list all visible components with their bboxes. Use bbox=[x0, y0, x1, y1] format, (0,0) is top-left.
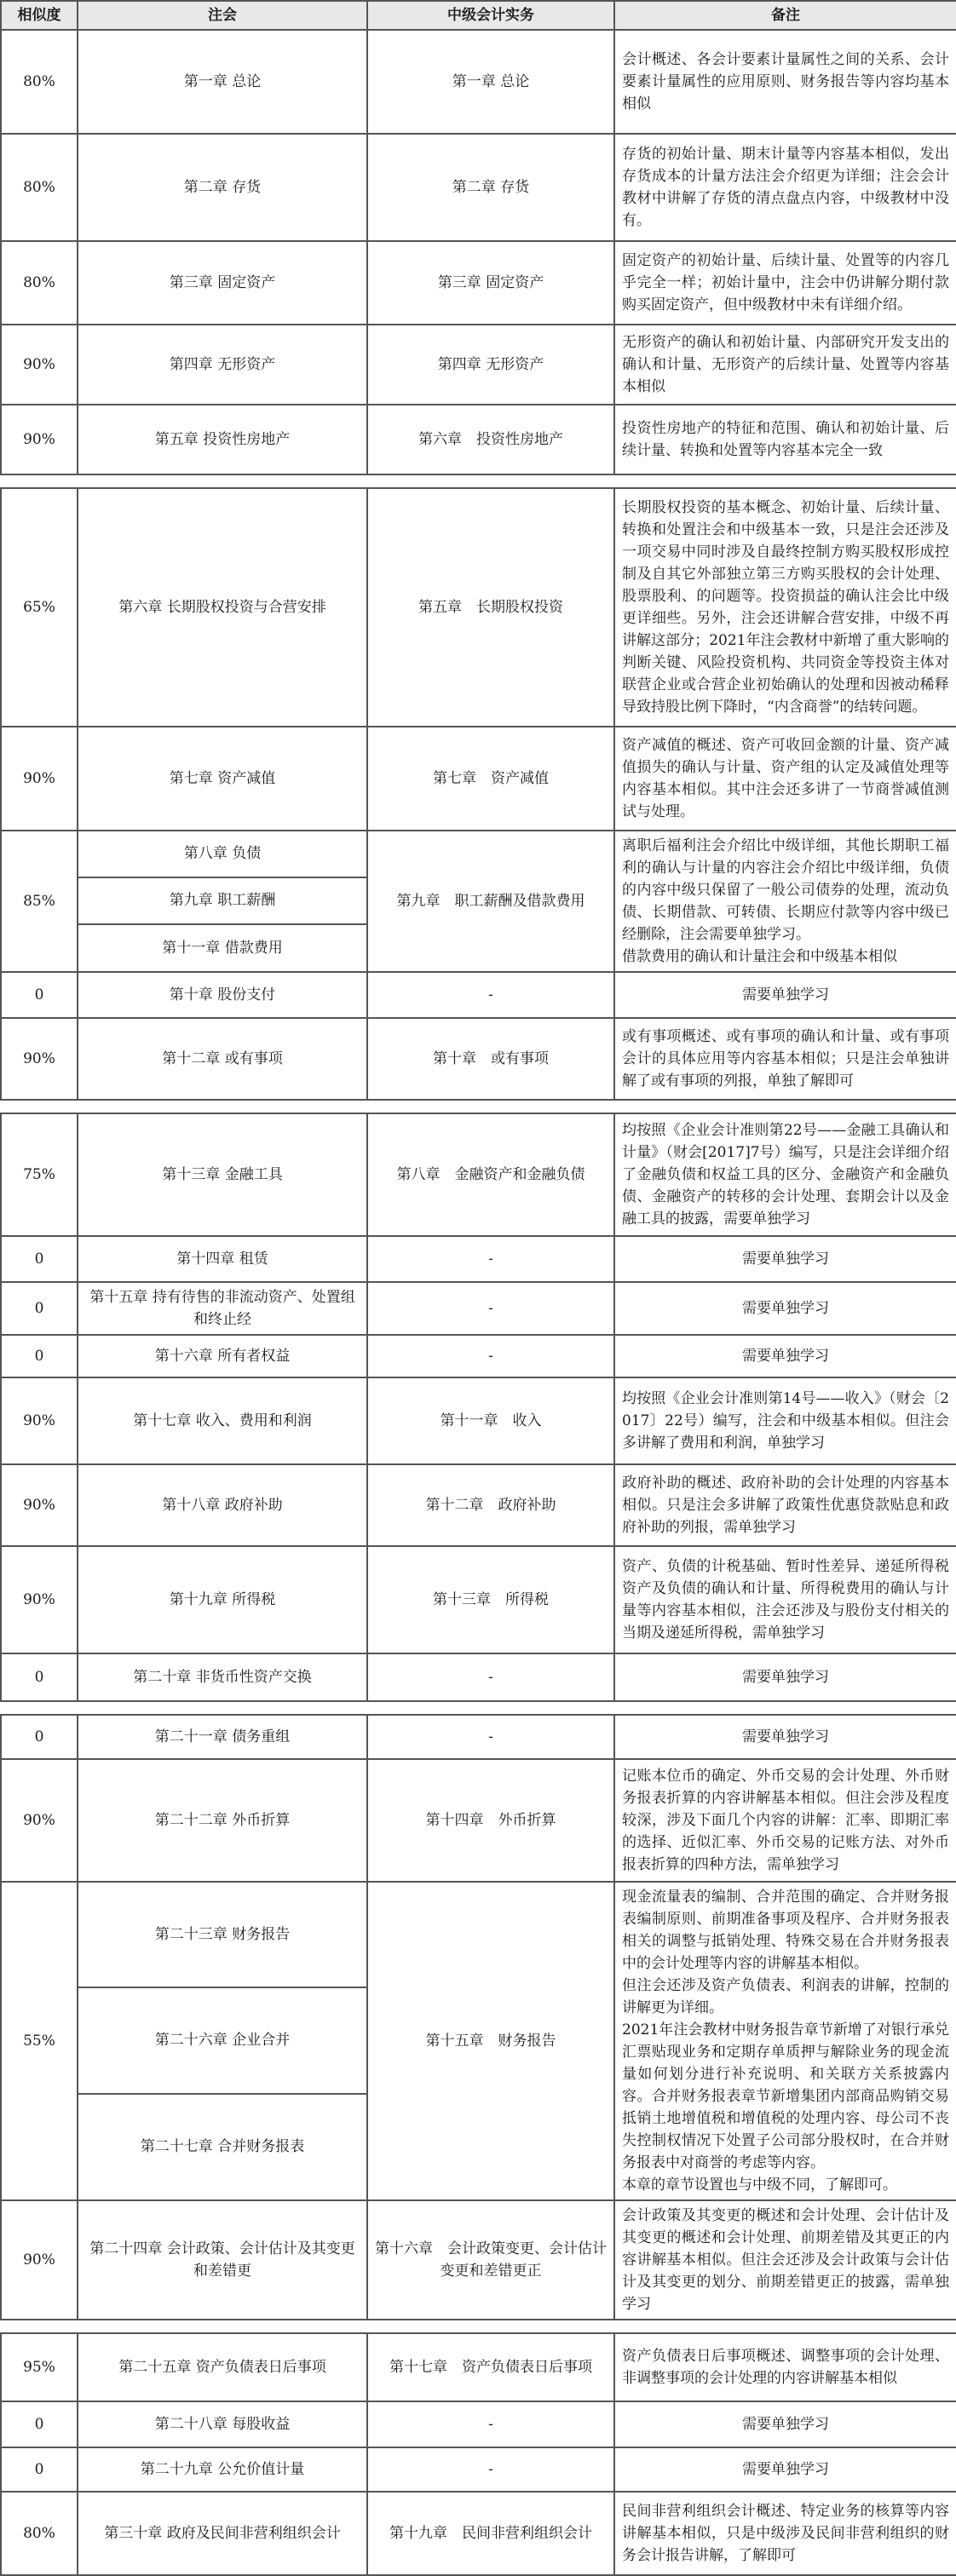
cpa-chapter-cell: 第四章 无形资产 bbox=[78, 325, 367, 405]
notes-cell: 会计政策及其变更的概述和会计处理、会计估计及其变更的概述和会计处理、前期差错及其更正的内容讲解基本相似。但注会还涉及会计政策与会计估计及其变更的划分、前期差错更正的披露，需单独学习 bbox=[614, 2200, 956, 2320]
cpa-chapter-cell: 第二十章 非货币性资产交换 bbox=[78, 1653, 367, 1701]
cpa-chapter-cell: 第十六章 所有者权益 bbox=[78, 1335, 367, 1377]
similarity-cell: 95% bbox=[1, 2333, 78, 2401]
similarity-cell: 0 bbox=[1, 1715, 78, 1759]
table-row bbox=[1, 405, 956, 474]
table-body bbox=[1, 30, 956, 2575]
notes-cell: 投资性房地产的特征和范围、确认和初始计量、后续计量、转换和处置等内容基本完全一致 bbox=[614, 405, 956, 474]
cpa-chapter-cell: 第十四章 租赁 bbox=[78, 1236, 367, 1282]
similarity-cell: 0 bbox=[1, 1335, 78, 1377]
notes-cell: 长期股权投资的基本概念、初始计量、后续计量、转换和处置注会和中级基本一致，只是注会还涉及一项交易中同时涉及自最终控制方购买股权形成控制及自其它外部独立第三方购买股权的会计处理、股票股利、的问题等。投资损益的确认注会比中级更详细些。另外，注会还讲解合营安排，中级不再讲解这部分；2021年注会教材中新增了重大影响的判断关键、风险投资机构、共同资金等投资主体对联营企业或合营企业初始确认的处理和因被动稀释导致持股比例下降时，“内含商誉”的结转问题。 bbox=[614, 488, 956, 727]
similarity-cell: 85% bbox=[1, 831, 78, 972]
intermediate-chapter-cell: 第十六章 会计政策变更、会计估计变更和差错更正 bbox=[367, 2200, 614, 2320]
notes-cell: 需要单独学习 bbox=[614, 1653, 956, 1701]
similarity-cell: 90% bbox=[1, 1546, 78, 1653]
header-row bbox=[1, 1, 956, 30]
intermediate-chapter-cell: 第一章 总论 bbox=[367, 30, 614, 134]
similarity-cell: 65% bbox=[1, 488, 78, 727]
cpa-chapter-cell: 第十八章 政府补助 bbox=[78, 1464, 367, 1546]
similarity-cell: 90% bbox=[1, 1464, 78, 1546]
similarity-cell: 55% bbox=[1, 1882, 78, 2200]
table-row bbox=[1, 325, 956, 405]
table-row bbox=[1, 1653, 956, 1701]
header-notes: 备注 bbox=[614, 1, 956, 30]
cpa-chapter-cell: 第一章 总论 bbox=[78, 30, 367, 134]
notes-cell: 需要单独学习 bbox=[614, 972, 956, 1018]
notes-cell: 记账本位币的确定、外币交易的会计处理、外币财务报表折算的内容讲解基本相似。但注会涉及程度较深，涉及下面几个内容的讲解：汇率、即期汇率的选择、近似汇率、外币交易的记账方法、对外币报表折算的四种方法，需单独学习 bbox=[614, 1759, 956, 1882]
intermediate-chapter-cell: 第十章 或有事项 bbox=[367, 1018, 614, 1100]
cpa-chapter-cell: 第三章 固定资产 bbox=[78, 241, 367, 325]
notes-cell: 固定资产的初始计量、后续计量、处置等的内容几乎完全一样；初始计量中，注会中仍讲解分期付款购买固定资产，但中级教材中未有详细介绍。 bbox=[614, 241, 956, 325]
similarity-cell: 0 bbox=[1, 1282, 78, 1335]
cpa-chapter-cell: 第二十六章 企业合并 bbox=[78, 1987, 367, 2093]
cpa-chapter-cell: 第二十四章 会计政策、会计估计及其变更和差错更 bbox=[78, 2200, 367, 2320]
section-gap-cell bbox=[1, 1701, 956, 1715]
table-row bbox=[1, 1236, 956, 1282]
intermediate-chapter-cell: 第二章 存货 bbox=[367, 134, 614, 241]
table-row bbox=[1, 488, 956, 727]
similarity-cell: 90% bbox=[1, 1377, 78, 1464]
cpa-chapter-cell: 第十三章 金融工具 bbox=[78, 1113, 367, 1236]
intermediate-chapter-cell: - bbox=[367, 1282, 614, 1335]
header-similarity: 相似度 bbox=[1, 1, 78, 30]
intermediate-chapter-cell: 第十五章 财务报告 bbox=[367, 1882, 614, 2200]
table-row bbox=[1, 1464, 956, 1546]
intermediate-chapter-cell: 第四章 无形资产 bbox=[367, 325, 614, 405]
section-gap bbox=[1, 1701, 956, 1715]
similarity-cell: 90% bbox=[1, 325, 78, 405]
section-gap-cell bbox=[1, 474, 956, 488]
section-gap-cell bbox=[1, 2320, 956, 2333]
section-gap bbox=[1, 1100, 956, 1113]
intermediate-chapter-cell: 第十二章 政府补助 bbox=[367, 1464, 614, 1546]
cpa-chapter-cell: 第十章 股份支付 bbox=[78, 972, 367, 1018]
notes-cell: 需要单独学习 bbox=[614, 1236, 956, 1282]
intermediate-chapter-cell: 第十三章 所得税 bbox=[367, 1546, 614, 1653]
intermediate-chapter-cell: - bbox=[367, 2447, 614, 2492]
cpa-chapter-cell: 第八章 负债 bbox=[78, 831, 367, 877]
notes-cell: 均按照《企业会计准则第14号——收入》（财会〔2017〕22号）编写，注会和中级基本相似。但注会多讲解了费用和利润，单独学习 bbox=[614, 1377, 956, 1464]
table-row bbox=[1, 2200, 956, 2320]
cpa-chapter-cell: 第九章 职工薪酬 bbox=[78, 877, 367, 924]
intermediate-chapter-cell: - bbox=[367, 1653, 614, 1701]
similarity-cell: 0 bbox=[1, 1236, 78, 1282]
intermediate-chapter-cell: 第六章 投资性房地产 bbox=[367, 405, 614, 474]
cpa-chapter-cell: 第二十一章 债务重组 bbox=[78, 1715, 367, 1759]
table-row bbox=[1, 2447, 956, 2492]
cpa-chapter-cell: 第十七章 收入、费用和利润 bbox=[78, 1377, 367, 1464]
intermediate-chapter-cell: - bbox=[367, 1335, 614, 1377]
table-row bbox=[1, 2492, 956, 2575]
notes-cell: 需要单独学习 bbox=[614, 1715, 956, 1759]
section-gap bbox=[1, 2320, 956, 2333]
table-row bbox=[1, 2401, 956, 2447]
table-row bbox=[1, 241, 956, 325]
cpa-chapter-cell: 第十二章 或有事项 bbox=[78, 1018, 367, 1100]
header-cpa: 注会 bbox=[78, 1, 367, 30]
notes-cell: 资产负债表日后事项概述、调整事项的会计处理、非调整事项的会计处理的内容讲解基本相似 bbox=[614, 2333, 956, 2401]
cpa-chapter-cell: 第十五章 持有待售的非流动资产、处置组和终止经 bbox=[78, 1282, 367, 1335]
similarity-cell: 80% bbox=[1, 134, 78, 241]
notes-cell: 均按照《企业会计准则第22号——金融工具确认和计量》（财会[2017]7号）编写，只是注会详细介绍了金融负债和权益工具的区分、金融资产和金融负债、金融资产的转移的会计处理、套期会计以及金融工具的披露，需要单独学习 bbox=[614, 1113, 956, 1236]
notes-cell: 无形资产的确认和初始计量、内部研究开发支出的确认和计量、无形资产的后续计量、处置等内容基本相似 bbox=[614, 325, 956, 405]
notes-cell: 需要单独学习 bbox=[614, 1282, 956, 1335]
cpa-chapter-cell: 第二十二章 外币折算 bbox=[78, 1759, 367, 1882]
intermediate-chapter-cell: 第七章 资产减值 bbox=[367, 727, 614, 831]
table-row bbox=[1, 1377, 956, 1464]
cpa-chapter-cell: 第二十三章 财务报告 bbox=[78, 1882, 367, 1987]
similarity-cell: 90% bbox=[1, 727, 78, 831]
intermediate-chapter-cell: 第九章 职工薪酬及借款费用 bbox=[367, 831, 614, 972]
table-row bbox=[1, 2333, 956, 2401]
notes-cell: 离职后福利注会介绍比中级详细，其他长期职工福利的确认与计量的内容注会介绍比中级详细，负债的内容中级只保留了一般公司债券的处理，流动负债、长期借款、可转债、长期应付款等内容中级已经删除，注会需要单独学习。 借款费用的确认和计量注会和中级基本相似 bbox=[614, 831, 956, 972]
intermediate-chapter-cell: 第十一章 收入 bbox=[367, 1377, 614, 1464]
table-row bbox=[1, 1282, 956, 1335]
table-row bbox=[1, 1882, 956, 1987]
similarity-cell: 80% bbox=[1, 30, 78, 134]
notes-cell: 民间非营利组织会计概述、特定业务的核算等内容讲解基本相似，只是中级涉及民间非营利组织的财务会计报告讲解，了解即可 bbox=[614, 2492, 956, 2575]
cpa-chapter-cell: 第七章 资产减值 bbox=[78, 727, 367, 831]
similarity-cell: 90% bbox=[1, 1759, 78, 1882]
table-row bbox=[1, 1546, 956, 1653]
notes-cell: 需要单独学习 bbox=[614, 2447, 956, 2492]
similarity-cell: 80% bbox=[1, 2492, 78, 2575]
cpa-chapter-cell: 第二章 存货 bbox=[78, 134, 367, 241]
intermediate-chapter-cell: - bbox=[367, 1236, 614, 1282]
intermediate-chapter-cell: 第五章 长期股权投资 bbox=[367, 488, 614, 727]
section-gap bbox=[1, 474, 956, 488]
intermediate-chapter-cell: 第三章 固定资产 bbox=[367, 241, 614, 325]
table-row bbox=[1, 1018, 956, 1100]
cpa-chapter-cell: 第十九章 所得税 bbox=[78, 1546, 367, 1653]
notes-cell: 会计概述、各会计要素计量属性之间的关系、会计要素计量属性的应用原则、财务报告等内容均基本相似 bbox=[614, 30, 956, 134]
intermediate-chapter-cell: - bbox=[367, 972, 614, 1018]
similarity-cell: 90% bbox=[1, 2200, 78, 2320]
cpa-chapter-cell: 第二十九章 公允价值计量 bbox=[78, 2447, 367, 2492]
similarity-cell: 90% bbox=[1, 1018, 78, 1100]
notes-cell: 政府补助的概述、政府补助的会计处理的内容基本相似。只是注会多讲解了政策性优惠贷款贴息和政府补助的列报，需单独学习 bbox=[614, 1464, 956, 1546]
notes-cell: 资产减值的概述、资产可收回金额的计量、资产减值损失的确认与计量、资产组的认定及减值处理等内容基本相似。其中注会还多讲了一节商誉减值测试与处理。 bbox=[614, 727, 956, 831]
section-gap-cell bbox=[1, 1100, 956, 1113]
cpa-chapter-cell: 第六章 长期股权投资与合营安排 bbox=[78, 488, 367, 727]
table-row bbox=[1, 831, 956, 877]
notes-cell: 存货的初始计量、期末计量等内容基本相似，发出存货成本的计量方法注会介绍更为详细；注会会计教材中讲解了存货的清点盘点内容，中级教材中没有。 bbox=[614, 134, 956, 241]
similarity-cell: 80% bbox=[1, 241, 78, 325]
cpa-chapter-cell: 第三十章 政府及民间非营利组织会计 bbox=[78, 2492, 367, 2575]
cpa-chapter-cell: 第十一章 借款费用 bbox=[78, 924, 367, 972]
table-row bbox=[1, 134, 956, 241]
cpa-chapter-cell: 第二十八章 每股收益 bbox=[78, 2401, 367, 2447]
cpa-chapter-cell: 第二十七章 合并财务报表 bbox=[78, 2094, 367, 2200]
intermediate-chapter-cell: - bbox=[367, 1715, 614, 1759]
table-row bbox=[1, 1759, 956, 1882]
notes-cell: 或有事项概述、或有事项的确认和计量、或有事项会计的具体应用等内容基本相似；只是注会单独讲解了或有事项的列报，单独了解即可 bbox=[614, 1018, 956, 1100]
intermediate-chapter-cell: 第十七章 资产负债表日后事项 bbox=[367, 2333, 614, 2401]
similarity-cell: 0 bbox=[1, 2401, 78, 2447]
intermediate-chapter-cell: - bbox=[367, 2401, 614, 2447]
table-row bbox=[1, 30, 956, 134]
similarity-cell: 90% bbox=[1, 405, 78, 474]
table-row bbox=[1, 1715, 956, 1759]
header-intermediate: 中级会计实务 bbox=[367, 1, 614, 30]
notes-cell: 现金流量表的编制、合并范围的确定、合并财务报表编制原则、前期准备事项及程序、合并财务报表相关的调整与抵销处理、特殊交易在合并财务报表中的会计处理等内容的讲解基本相似。 但注会还涉及资产负债表、利润表的讲解，控制的讲解更为详细。 2021年注会教材中财务报告章节新增了对银行承兑汇票贴现业务和定期存单质押与解除业务的现金流量如何划分进行补充说明、和关联方关系披露内容。合并财务报表章节新增集团内部商品购销交易抵销土地增值税和增值税的处理内容、母公司不丧失控制权情况下处置子公司部分股权时，在合并财务报表中对商誉的考虑等内容。 本章的章节设置也与中级不同，了解即可。 bbox=[614, 1882, 956, 2200]
notes-cell: 需要单独学习 bbox=[614, 2401, 956, 2447]
similarity-cell: 0 bbox=[1, 972, 78, 1018]
cpa-chapter-cell: 第五章 投资性房地产 bbox=[78, 405, 367, 474]
notes-cell: 需要单独学习 bbox=[614, 1335, 956, 1377]
similarity-cell: 0 bbox=[1, 2447, 78, 2492]
similarity-cell: 0 bbox=[1, 1653, 78, 1701]
table-row bbox=[1, 727, 956, 831]
similarity-cell: 75% bbox=[1, 1113, 78, 1236]
intermediate-chapter-cell: 第八章 金融资产和金融负债 bbox=[367, 1113, 614, 1236]
cpa-chapter-cell: 第二十五章 资产负债表日后事项 bbox=[78, 2333, 367, 2401]
table-row bbox=[1, 972, 956, 1018]
notes-cell: 资产、负债的计税基础、暂时性差异、递延所得税资产及负债的确认和计量、所得税费用的确认与计量等内容基本相似，注会还涉及与股份支付相关的当期及递延所得税，需单独学习 bbox=[614, 1546, 956, 1653]
intermediate-chapter-cell: 第十九章 民间非营利组织会计 bbox=[367, 2492, 614, 2575]
intermediate-chapter-cell: 第十四章 外币折算 bbox=[367, 1759, 614, 1882]
table-row bbox=[1, 1113, 956, 1236]
table-row bbox=[1, 1335, 956, 1377]
